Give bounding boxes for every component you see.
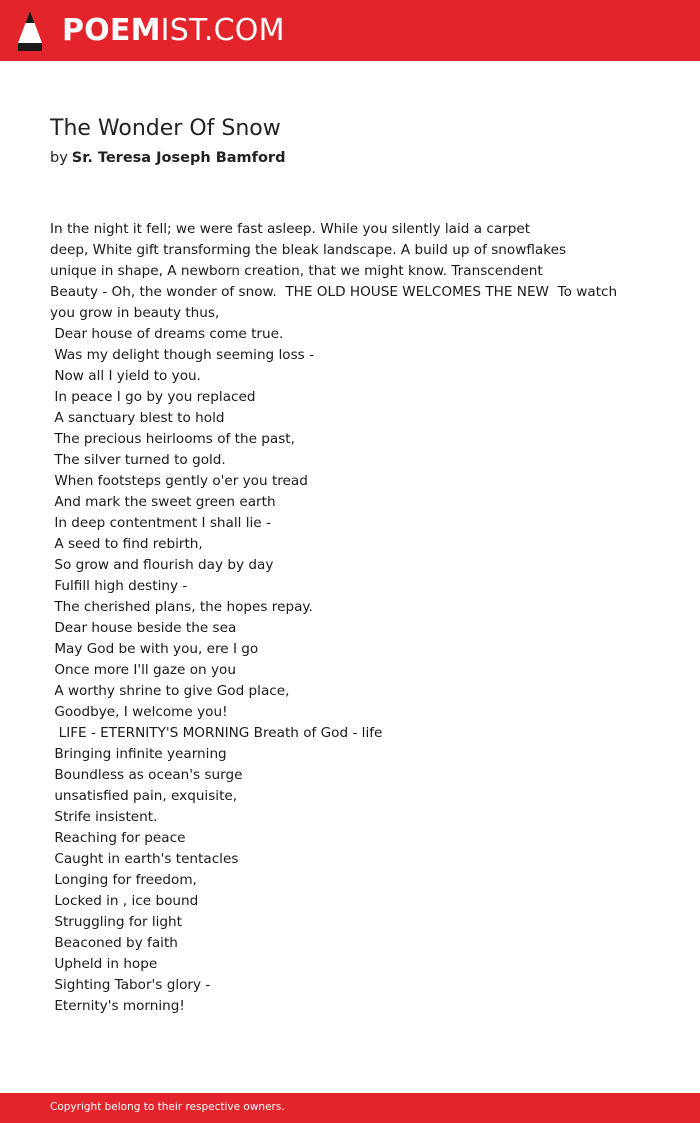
poem-line: The precious heirlooms of the past, [50,431,295,447]
by-label: by [50,150,68,166]
poem-line: unique in shape, A newborn creation, that we might know. Transcendent [50,263,543,279]
poem-line: In peace I go by you replaced [50,389,256,405]
site-logo[interactable] [62,13,285,49]
byline [50,150,285,166]
poem-line: Sighting Tabor's glory - [50,977,211,993]
author-name[interactable]: Sr. Teresa Joseph Bamford [71,150,286,166]
poem-line: Now all I yield to you. [50,368,201,384]
poem-line: The silver turned to gold. [50,452,226,468]
pencil-tip-icon [17,10,43,52]
copyright-text: Copyright belong to their respective owners. [50,1101,285,1113]
poem-line: Caught in earth's tentacles [50,851,239,867]
poem-line: Once more I'll gaze on you [50,662,236,678]
poem-line: A worthy shrine to give God place, [50,683,290,699]
poem-body [50,219,650,1017]
poem-line: deep, White gift transforming the bleak landscape. A build up of snowflakes [50,242,567,258]
poem-line: And mark the sweet green earth [50,494,276,510]
poem-line: Longing for freedom, [50,872,197,888]
poem-line: When footsteps gently o'er you tread [50,473,308,489]
site-footer [0,1093,700,1123]
poem-line: The cherished plans, the hopes repay. [50,599,313,615]
poem-title: The Wonder Of Snow [50,116,281,141]
poem-line: Struggling for light [50,914,183,930]
poem-line: Reaching for peace [50,830,186,846]
brand-bold: POEM [62,13,161,48]
poem-line: So grow and flourish day by day [50,557,274,573]
poem-line: Beauty - Oh, the wonder of snow. THE OLD HOUSE WELCOMES THE NEW To watch [50,284,618,300]
poem-line: Boundless as ocean's surge [50,767,243,783]
poem-line: Was my delight though seeming loss - [50,347,314,363]
poem-line: you grow in beauty thus, [50,305,220,321]
poem-line: Goodbye, I welcome you! [50,704,228,720]
poem-line: Locked in , ice bound [50,893,199,909]
poem-line: Upheld in hope [50,956,158,972]
poem-line: In the night it fell; we were fast asleep. While you silently laid a carpet [50,221,531,237]
poem-line: May God be with you, ere I go [50,641,259,657]
poem-line: Bringing infinite yearning [50,746,227,762]
site-header [0,0,700,61]
poem-line: Fulfill high destiny - [50,578,188,594]
poem-line: LIFE - ETERNITY'S MORNING Breath of God - life [50,725,383,741]
poem-line: Dear house beside the sea [50,620,237,636]
poem-line: unsatisfied pain, exquisite, [50,788,238,804]
poem-line: A sanctuary blest to hold [50,410,225,426]
poem-line: In deep contentment I shall lie - [50,515,271,531]
poem-line: A seed to find rebirth, [50,536,203,552]
poem-line: Strife insistent. [50,809,158,825]
brand-light: IST.COM [160,13,285,48]
poem-line: Dear house of dreams come true. [50,326,284,342]
poem-line: Beaconed by faith [50,935,178,951]
poem-line: Eternity's morning! [50,998,185,1014]
